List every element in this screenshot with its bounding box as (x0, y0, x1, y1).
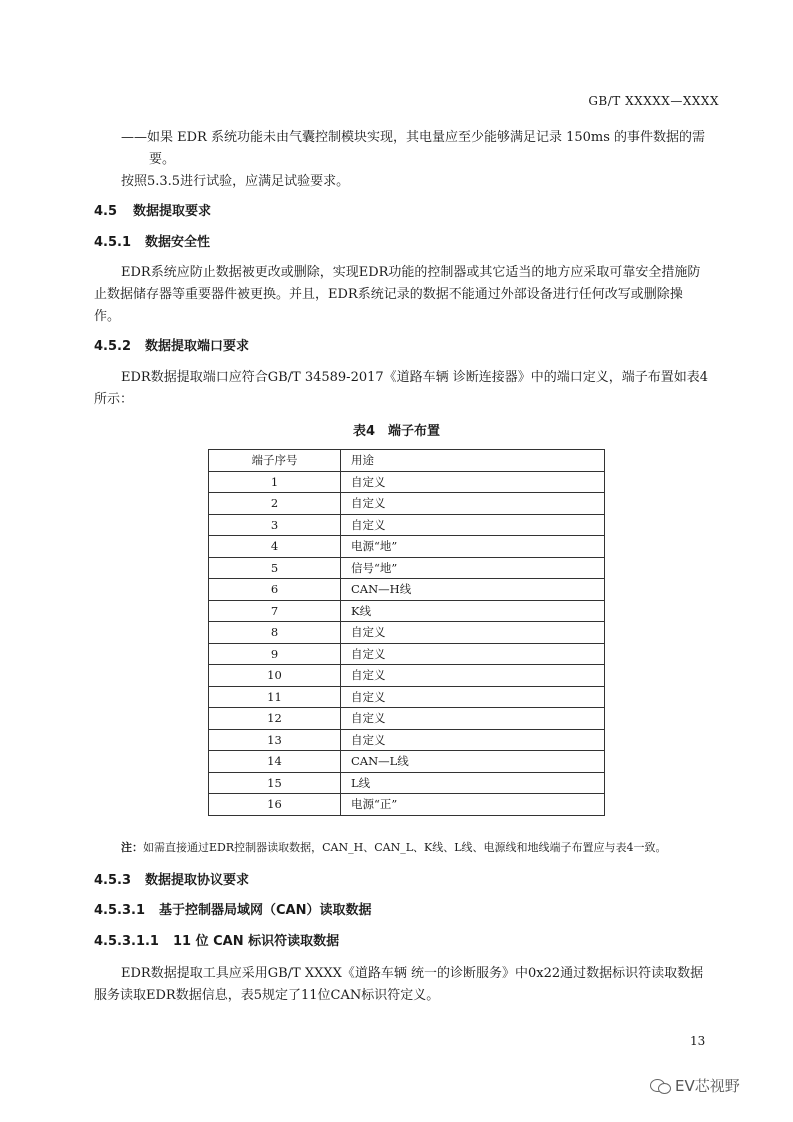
wechat-icon (650, 1078, 670, 1094)
table-row (209, 536, 605, 558)
table-row (209, 493, 605, 515)
terminal-number-cell: 11 (209, 686, 341, 708)
terminal-usage-cell: CAN—L线 (341, 751, 605, 773)
terminal-number-cell: 1 (209, 471, 341, 493)
terminal-usage-cell: 自定义 (341, 708, 605, 730)
terminal-number-cell: 16 (209, 794, 341, 816)
table-row (209, 772, 605, 794)
watermark-text: EV芯视野 (675, 1077, 740, 1095)
terminal-usage-cell: 自定义 (341, 665, 605, 687)
terminal-table (208, 449, 605, 816)
terminal-number-cell: 8 (209, 622, 341, 644)
table-row (209, 514, 605, 536)
terminal-number-cell: 6 (209, 579, 341, 601)
table-row (209, 557, 605, 579)
terminal-usage-cell: L线 (341, 772, 605, 794)
table-header-row (209, 450, 605, 472)
table-row (209, 600, 605, 622)
table-row (209, 579, 605, 601)
dash-item-line1: ——如果 EDR 系统功能未由气囊控制模块实现，其电量应至少能够满足记录 150ms 的事件数据的需 (121, 130, 706, 145)
terminal-number-cell: 15 (209, 772, 341, 794)
table-row (209, 729, 605, 751)
terminal-usage-cell: 自定义 (341, 514, 605, 536)
paragraph-line: 服务读取EDR数据信息，表5规定了11位CAN标识符定义。 (94, 988, 440, 1003)
paragraph-line: 止数据储存器等重要器件被更换。并且，EDR系统记录的数据不能通过外部设备进行任何改写或删除操 (94, 287, 683, 302)
paragraph-line: EDR系统应防止数据被更改或删除，实现EDR功能的控制器或其它适当的地方应采取可靠安全措施防 (121, 265, 701, 280)
section-heading-4-5-3 (94, 872, 249, 890)
terminal-usage-cell: CAN—H线 (341, 579, 605, 601)
section-number: 4.5.3.1 (94, 903, 145, 918)
terminal-usage-cell: 自定义 (341, 622, 605, 644)
test-reference: 按照5.3.5进行试验，应满足试验要求。 (121, 174, 350, 189)
section-title: 11 位 CAN 标识符读取数据 (172, 934, 340, 949)
terminal-usage-cell: 自定义 (341, 493, 605, 515)
note-label: 注： (121, 841, 143, 854)
section-title: 数据提取协议要求 (145, 873, 250, 888)
column-header: 端子序号 (209, 450, 341, 472)
section-title: 数据安全性 (145, 235, 211, 250)
table-row (209, 751, 605, 773)
section-number: 4.5.1 (94, 235, 132, 250)
terminal-usage-cell: 自定义 (341, 643, 605, 665)
section-number: 4.5.3 (94, 873, 132, 888)
terminal-usage-cell: 电源“地” (341, 536, 605, 558)
terminal-usage-cell: K线 (341, 600, 605, 622)
table-caption: 表4 端子布置 (352, 424, 441, 439)
terminal-number-cell: 4 (209, 536, 341, 558)
table-row (209, 794, 605, 816)
terminal-usage-cell: 自定义 (341, 686, 605, 708)
section-heading-4-5-2 (94, 338, 249, 356)
terminal-number-cell: 12 (209, 708, 341, 730)
section-number: 4.5.3.1.1 (94, 934, 159, 949)
paragraph-line: 所示： (94, 392, 134, 407)
table-row (209, 708, 605, 730)
terminal-usage-cell: 信号“地” (341, 557, 605, 579)
note-text: 如需直接通过EDR控制器读取数据，CAN_H、CAN_L、K线、L线、电源线和地线端子布置应与表4一致。 (143, 841, 667, 854)
table-row (209, 643, 605, 665)
paragraph-line: EDR数据提取工具应采用GB/T XXXX《道路车辆 统一的诊断服务》中0x22通过数据标识符读取数据 (121, 966, 704, 981)
section-title: 数据提取端口要求 (145, 339, 250, 354)
terminal-usage-cell: 自定义 (341, 471, 605, 493)
watermark (650, 1075, 740, 1096)
terminal-usage-cell: 自定义 (341, 729, 605, 751)
terminal-number-cell: 9 (209, 643, 341, 665)
terminal-number-cell: 3 (209, 514, 341, 536)
paragraph-line: 作。 (94, 309, 121, 324)
section-heading-4-5-3-1 (94, 902, 371, 920)
terminal-number-cell: 10 (209, 665, 341, 687)
terminal-number-cell: 2 (209, 493, 341, 515)
standard-id: GB/T XXXXX—XXXX (588, 94, 719, 108)
section-title: 基于控制器局域网（CAN）读取数据 (159, 903, 372, 918)
terminal-number-cell: 5 (209, 557, 341, 579)
table-row (209, 665, 605, 687)
section-heading-4-5-1 (94, 234, 210, 252)
column-header: 用途 (341, 450, 605, 472)
section-heading-4-5-3-1-1 (94, 933, 339, 951)
section-heading-4-5 (94, 203, 211, 221)
table-row (209, 622, 605, 644)
section-title: 数据提取要求 (133, 204, 212, 219)
terminal-usage-cell: 电源“正” (341, 794, 605, 816)
page-number: 13 (690, 1034, 706, 1048)
terminal-number-cell: 13 (209, 729, 341, 751)
terminal-number-cell: 7 (209, 600, 341, 622)
dash-item-line2: 要。 (149, 152, 176, 167)
table-note (121, 839, 667, 857)
table-row (209, 471, 605, 493)
table-row (209, 686, 605, 708)
terminal-number-cell: 14 (209, 751, 341, 773)
section-number: 4.5 (94, 204, 118, 219)
paragraph-line: EDR数据提取端口应符合GB/T 34589-2017《道路车辆 诊断连接器》中的端口定义，端子布置如表4 (121, 370, 709, 385)
section-number: 4.5.2 (94, 339, 132, 354)
